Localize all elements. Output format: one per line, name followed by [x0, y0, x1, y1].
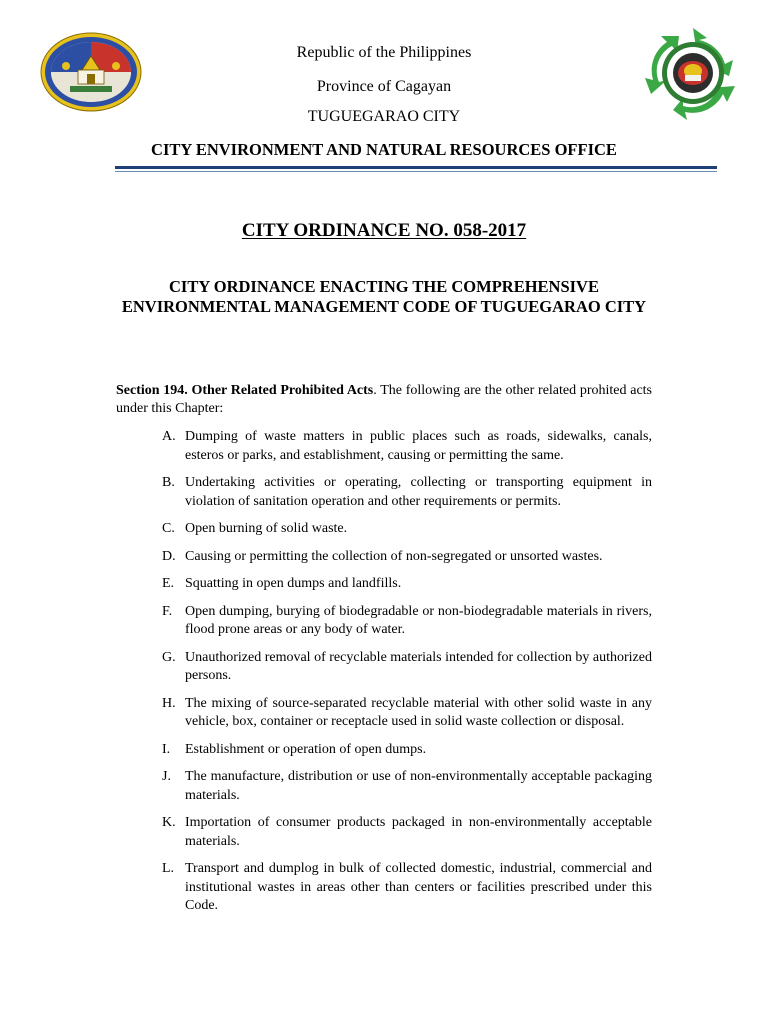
list-item-letter: I.	[162, 741, 171, 757]
list-item	[116, 603, 652, 640]
list-item	[116, 474, 652, 511]
header-divider-thin	[115, 171, 717, 172]
prohibited-acts-list	[116, 428, 652, 925]
list-item-text: Dumping of waste matters in public places such as roads, sidewalks, canals, esteros or parks, and establishment, causing or permitting the same.	[185, 429, 652, 463]
header-city: TUGUEGARAO CITY	[307, 108, 461, 125]
list-item	[116, 860, 652, 916]
list-item-letter: B.	[162, 475, 175, 490]
list-item	[116, 768, 652, 805]
list-item	[116, 575, 652, 594]
list-item-letter: L.	[162, 861, 175, 876]
list-item-letter: G.	[162, 649, 176, 665]
list-item	[116, 695, 652, 732]
list-item-text: Undertaking activities or operating, collecting or transporting equipment in violation of sanitation operation and other requirements or permits.	[185, 475, 652, 509]
list-item-text: Transport and dumplog in bulk of collected domestic, industrial, commercial and institutional wastes in areas other than centers or facilities prescribed under this Code.	[185, 861, 652, 913]
list-item-letter: D.	[162, 548, 176, 564]
list-item-text: Importation of consumer products packaged in non-environmentally acceptable materials.	[185, 815, 652, 849]
list-item-letter: E.	[162, 576, 175, 591]
list-item-text: Open dumping, burying of biodegradable or non-biodegradable materials in rivers, flood prone areas or any body of water.	[185, 603, 652, 637]
ordinance-title: CITY ORDINANCE ENACTING THE COMPREHENSIVE ENVIRONMENTAL MANAGEMENT CODE OF TUGUEGARAO CITY	[121, 277, 647, 316]
list-item-letter: H.	[162, 695, 176, 711]
list-item-text: The manufacture, distribution or use of non-environmentally acceptable packaging materials.	[185, 769, 652, 803]
list-item-text: Unauthorized removal of recyclable materials intended for collection by authorized persons.	[185, 649, 652, 683]
list-item	[116, 741, 652, 760]
section-intro-text: . The following are the other related prohited acts under this Chapter:	[116, 383, 652, 416]
section-intro	[116, 382, 652, 418]
list-item-letter: K.	[162, 815, 176, 830]
list-item-letter: J.	[162, 769, 171, 784]
header-office: CITY ENVIRONMENT AND NATURAL RESOURCES OFFICE	[151, 140, 617, 159]
cenro-seal-icon	[637, 24, 749, 120]
list-item-text: Open burning of solid waste.	[185, 521, 348, 536]
header-province: Province of Cagayan	[316, 78, 452, 95]
list-item	[116, 428, 652, 465]
list-item	[116, 814, 652, 851]
list-item-text: The mixing of source-separated recyclable material with other solid waste in any vehicle, box, container or receptacle used in solid waste collection or disposal.	[185, 695, 652, 729]
list-item-letter: C.	[162, 521, 175, 536]
header-divider-thick	[115, 166, 717, 169]
list-item-text: Causing or permitting the collection of non-segregated or unsorted wastes.	[185, 548, 603, 564]
list-item-letter: F.	[162, 603, 173, 619]
list-item	[116, 548, 652, 567]
list-item-text: Establishment or operation of open dumps.	[185, 741, 427, 757]
ordinance-number: CITY ORDINANCE NO. 058-2017	[241, 220, 527, 241]
list-item-letter: A.	[162, 429, 176, 444]
list-item	[116, 649, 652, 686]
list-item	[116, 520, 652, 539]
section-heading: Section 194. Other Related Prohibited Acts	[116, 383, 374, 398]
header-republic: Republic of the Philippines	[296, 44, 472, 61]
list-item-text: Squatting in open dumps and landfills.	[185, 576, 402, 591]
